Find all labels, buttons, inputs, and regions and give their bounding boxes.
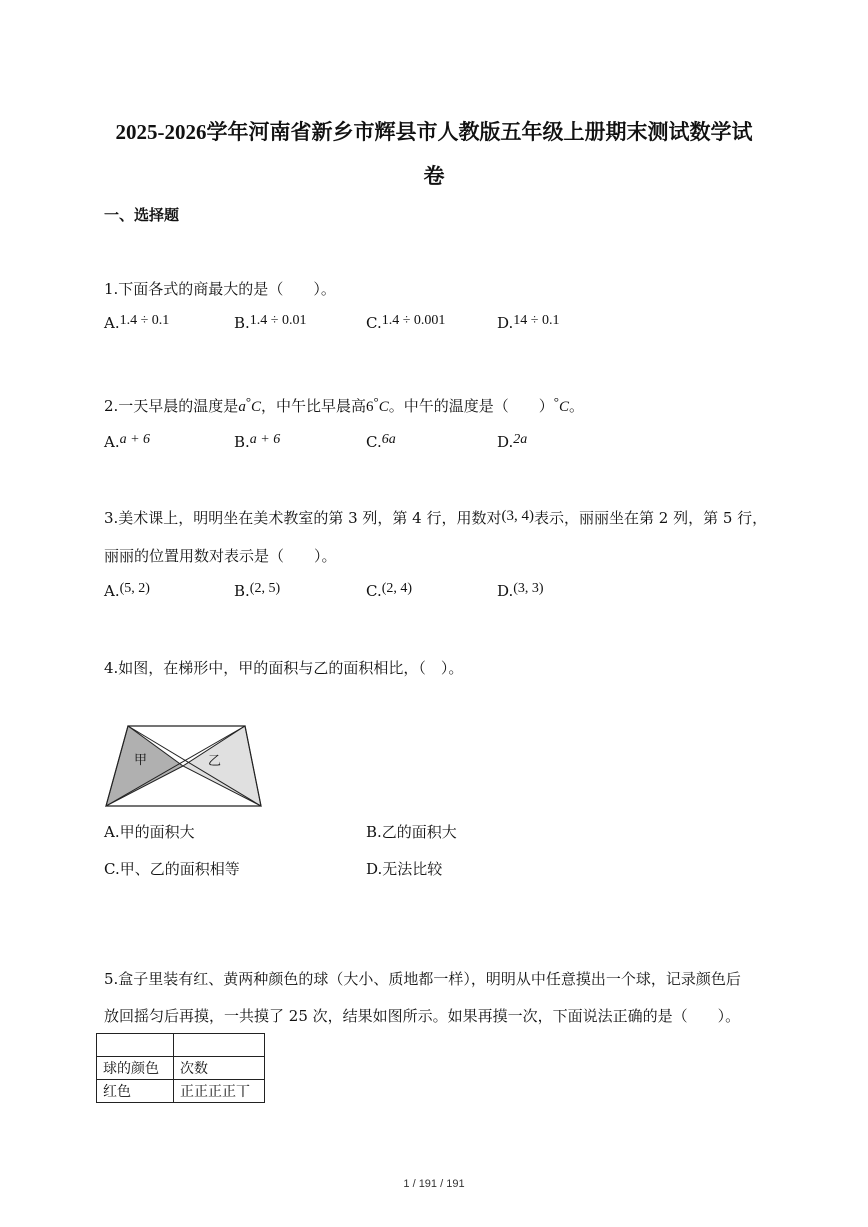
label-jia: 甲 [134,753,148,768]
question-2-stem: 2.一天早晨的温度是a°C，中午比早晨高6°C。中午的温度是（ ）°C。 [104,394,585,415]
table-row [97,1057,265,1080]
question-3-stem-line1: 3.美术课上，明明坐在美术教室的第 3 列，第 4 行，用数对(3, 4)表示，丽丽坐在第 2 列，第 5 行， [104,508,768,527]
question-2-option-c: C.6a [366,432,396,451]
table-cell [97,1034,174,1057]
question-1-option-a: A.1.4 ÷ 0.1 [104,313,170,332]
table-row [97,1034,265,1057]
question-3-option-b: B.(2, 5) [234,581,281,600]
question-3-option-c: C.(2, 4) [366,581,413,600]
question-1-stem: 1.下面各式的商最大的是（ ）。 [104,280,336,298]
question-1-option-d: D.14 ÷ 0.1 [497,313,560,332]
question-4-option-c: C.甲、乙的面积相等 [104,860,240,878]
section-heading: 一、选择题 [104,206,180,224]
document-title-line2: 卷 [423,164,445,188]
table-row [97,1080,265,1103]
label-yi: 乙 [208,754,222,769]
question-5-stem-line1: 5.盒子里装有红、黄两种颜色的球（大小、质地都一样），明明从中任意摸出一个球，记录颜色后 [104,970,741,988]
trapezoid-figure [100,720,270,812]
document-title-line1: 2025-2026学年河南省新乡市辉县市人教版五年级上册期末测试数学试 [115,120,753,144]
table-cell: 正正正正丅 [174,1080,265,1103]
page-number: 1 / 191 / 191 [403,1178,465,1190]
table-cell: 红色 [97,1080,174,1103]
question-5-stem-line2: 放回摇匀后再摸，一共摸了 25 次，结果如图所示。如果再摸一次，下面说法正确的是（ ）。 [104,1007,741,1025]
question-2-option-b: B.a + 6 [234,432,281,451]
table-cell: 球的颜色 [97,1057,174,1080]
tally-table [96,1033,265,1103]
table-cell [174,1034,265,1057]
question-4-option-b: B.乙的面积大 [366,823,457,841]
question-2-option-a: A.a + 6 [104,432,151,451]
question-3-option-d: D.(3, 3) [497,581,544,600]
question-3-stem-line2: 丽丽的位置用数对表示是（ ）。 [104,547,337,565]
question-4-stem: 4.如图，在梯形中，甲的面积与乙的面积相比，（ ）。 [104,659,464,677]
question-4-option-d: D.无法比较 [366,860,443,878]
question-3-option-a: A.(5, 2) [104,581,150,600]
table-cell: 次数 [174,1057,265,1080]
question-1-option-b: B.1.4 ÷ 0.01 [234,313,307,332]
question-4-option-a: A.甲的面积大 [104,823,195,841]
question-2-option-d: D.2a [497,432,528,451]
question-1-option-c: C.1.4 ÷ 0.001 [366,313,446,332]
